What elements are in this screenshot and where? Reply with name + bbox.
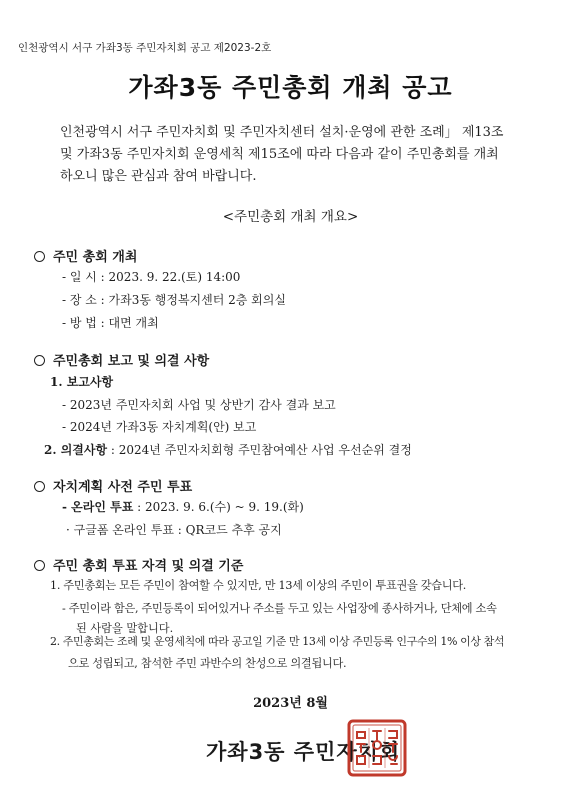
circle-bullet-icon: [34, 355, 45, 366]
criteria-line: 1. 주민총회는 모든 주민이 참여할 수 있지만, 만 13세 이상의 주민이 투표권을 갖습니다.: [50, 579, 467, 592]
intro-line: 하오니 많은 관심과 참여 바랍니다.: [60, 169, 257, 184]
resolution-item: 2. 의결사항 : 2024년 주민자치회형 주민참여예산 사업 우선순위 결정: [44, 443, 412, 457]
section-heading-meeting: 주민 총회 개최: [34, 246, 137, 265]
report-items-heading: 1. 보고사항: [50, 375, 114, 389]
overview-heading: <주민총회 개최 개요>: [222, 209, 359, 225]
report-item: - 2024년 가좌3동 자치계획(안) 보고: [62, 420, 257, 434]
meeting-datetime: - 일 시 : 2023. 9. 22.(토) 14:00: [62, 270, 241, 284]
criteria-line: 으로 성립되고, 참석한 주민 과반수의 찬성으로 의결됩니다.: [68, 657, 347, 670]
intro-line: 및 가좌3동 주민자치회 운영세칙 제15조에 따라 다음과 같이 주민총회를 개최: [60, 147, 499, 162]
online-vote-period: - 온라인 투표 : 2023. 9. 6.(수) ~ 9. 19.(화): [62, 500, 304, 514]
organization-name: 가좌3동 주민자치회: [206, 740, 401, 764]
google-form-note: · 구글폼 온라인 투표 : QR코드 추후 공지: [66, 523, 282, 537]
report-item: - 2023년 주민자치회 사업 및 상반기 감사 결과 보고: [62, 398, 336, 412]
section-heading-vote: 자치계획 사전 주민 투표: [34, 476, 192, 495]
page-title: 가좌3동 주민총회 개최 공고: [128, 73, 453, 102]
intro-paragraph: [60, 122, 530, 188]
criteria-line: 2. 주민총회는 조례 및 운영세칙에 따라 공고일 기준 만 13세 이상 주민등록 인구수의 1% 이상 참석: [50, 635, 505, 648]
circle-bullet-icon: [34, 560, 45, 571]
section-heading-agenda: 주민총회 보고 및 의결 사항: [34, 350, 209, 369]
document-number: 인천광역시 서구 가좌3동 주민자치회 공고 제2023-2호: [18, 42, 272, 54]
section-heading-criteria: 주민 총회 투표 자격 및 의결 기준: [34, 555, 243, 574]
meeting-location: - 장 소 : 가좌3동 행정복지센터 2층 회의실: [62, 293, 286, 307]
circle-bullet-icon: [34, 251, 45, 262]
circle-bullet-icon: [34, 481, 45, 492]
intro-line: 인천광역시 서구 주민자치회 및 주민자치센터 설치·운영에 관한 조례」 제13조: [60, 125, 504, 140]
meeting-method: - 방 법 : 대면 개최: [62, 316, 159, 330]
notice-date: 2023년 8월: [253, 696, 328, 711]
official-seal-icon: [346, 718, 408, 778]
criteria-line: - 주민이라 함은, 주민등록이 되어있거나 주소를 두고 있는 사업장에 종사하거나, 단체에 소속: [62, 602, 497, 615]
criteria-line: 된 사람을 말합니다.: [76, 622, 174, 635]
